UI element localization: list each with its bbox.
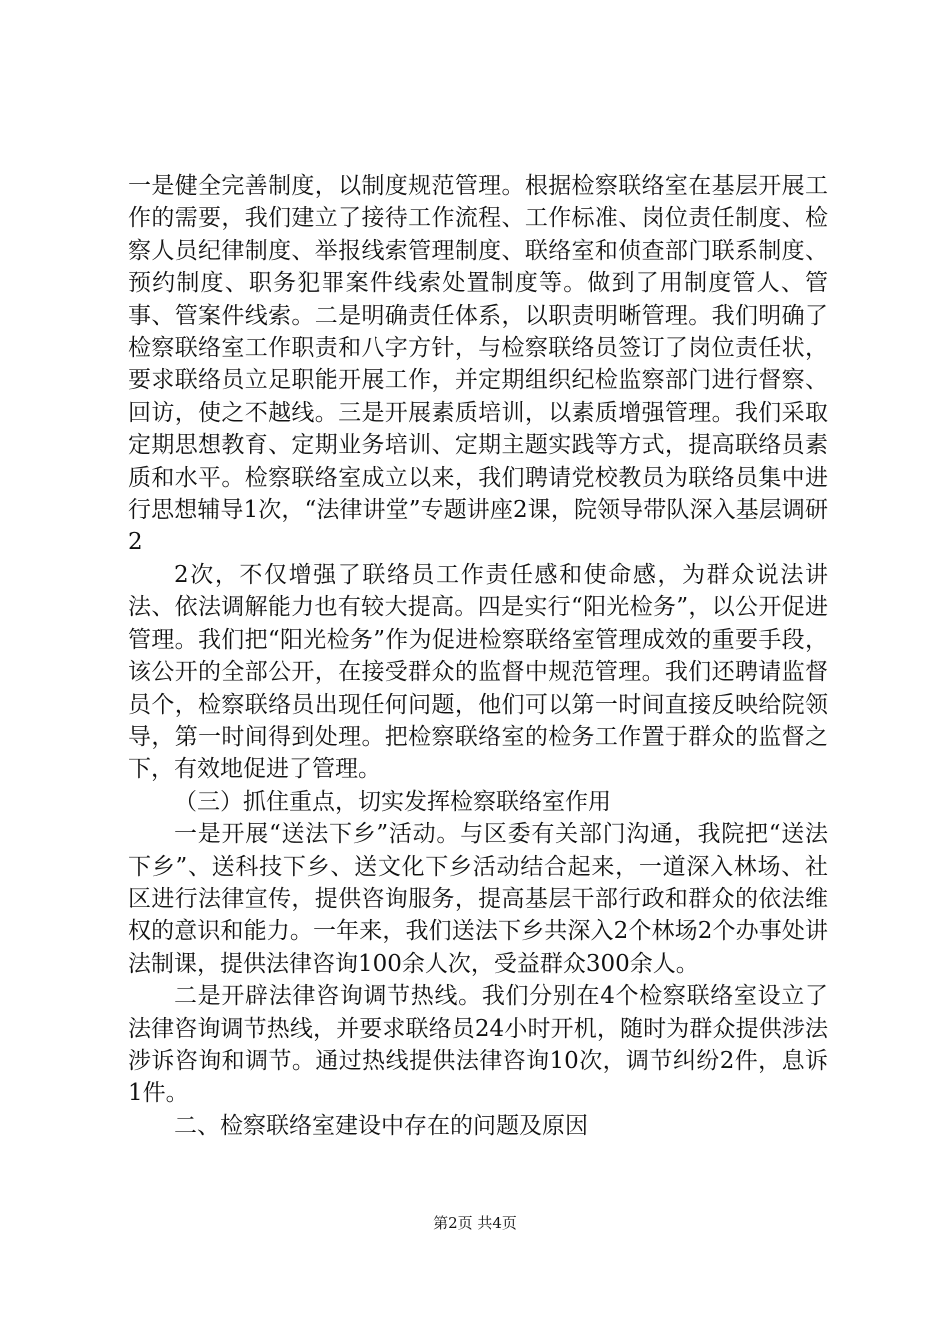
page-footer: 第2页 共4页 (433, 1214, 517, 1232)
section-heading: （三）抓住重点，切实发挥检察联络室作用 (174, 788, 611, 815)
section-heading: 二、检察联络室建设中存在的问题及原因 (174, 1112, 588, 1139)
document-body (128, 170, 828, 1142)
paragraph: 2次，不仅增强了联络员工作责任感和使命感，为群众说法讲法、依法调解能力也有较大提高。四是实行“阳光检务”，以公开促进管理。我们把“阳光检务”作为促进检察联络室管理成效的重要手段，该公开的全部公开，在接受群众的监督中规范管理。我们还聘请监督员个，检察联络员出现任何问题，他们可以第一时间直接反映给院领导，第一时间得到处理。把检察联络室的检务工作置于群众的监督之下，有效地促进了管理。 (128, 561, 828, 783)
paragraph: 二是开辟法律咨询调节热线。我们分别在4个检察联络室设立了法律咨询调节热线，并要求联络员24小时开机，随时为群众提供涉法涉诉咨询和调节。通过热线提供法律咨询10次，调节纠纷2件，息诉1件。 (128, 983, 828, 1107)
paragraph: 一是健全完善制度，以制度规范管理。根据检察联络室在基层开展工作的需要，我们建立了接待工作流程、工作标准、岗位责任制度、检察人员纪律制度、举报线索管理制度、联络室和侦查部门联系制度、预约制度、职务犯罪案件线索处置制度等。做到了用制度管人、管事、管案件线索。二是明确责任体系，以职责明晰管理。我们明确了检察联络室工作职责和八字方针，与检察联络员签订了岗位责任状，要求联络员立足职能开展工作，并定期组织纪检监察部门进行督察、回访，使之不越线。三是开展素质培训，以素质增强管理。我们采取定期思想教育、定期业务培训、定期主题实践等方式，提高联络员素质和水平。检察联络室成立以来，我们聘请党校教员为联络员集中进行思想辅导1次，“法律讲堂”专题讲座2课，院领导带队深入基层调研2 (128, 173, 828, 556)
paragraph: 一是开展“送法下乡”活动。与区委有关部门沟通，我院把“送法下乡”、送科技下乡、送文化下乡活动结合起来，一道深入林场、社区进行法律宣传，提供咨询服务，提高基层干部行政和群众的依法维权的意识和能力。一年来，我们送法下乡共深入2个林场2个办事处讲法制课，提供法律咨询100余人次，受益群众300余人。 (128, 821, 828, 977)
